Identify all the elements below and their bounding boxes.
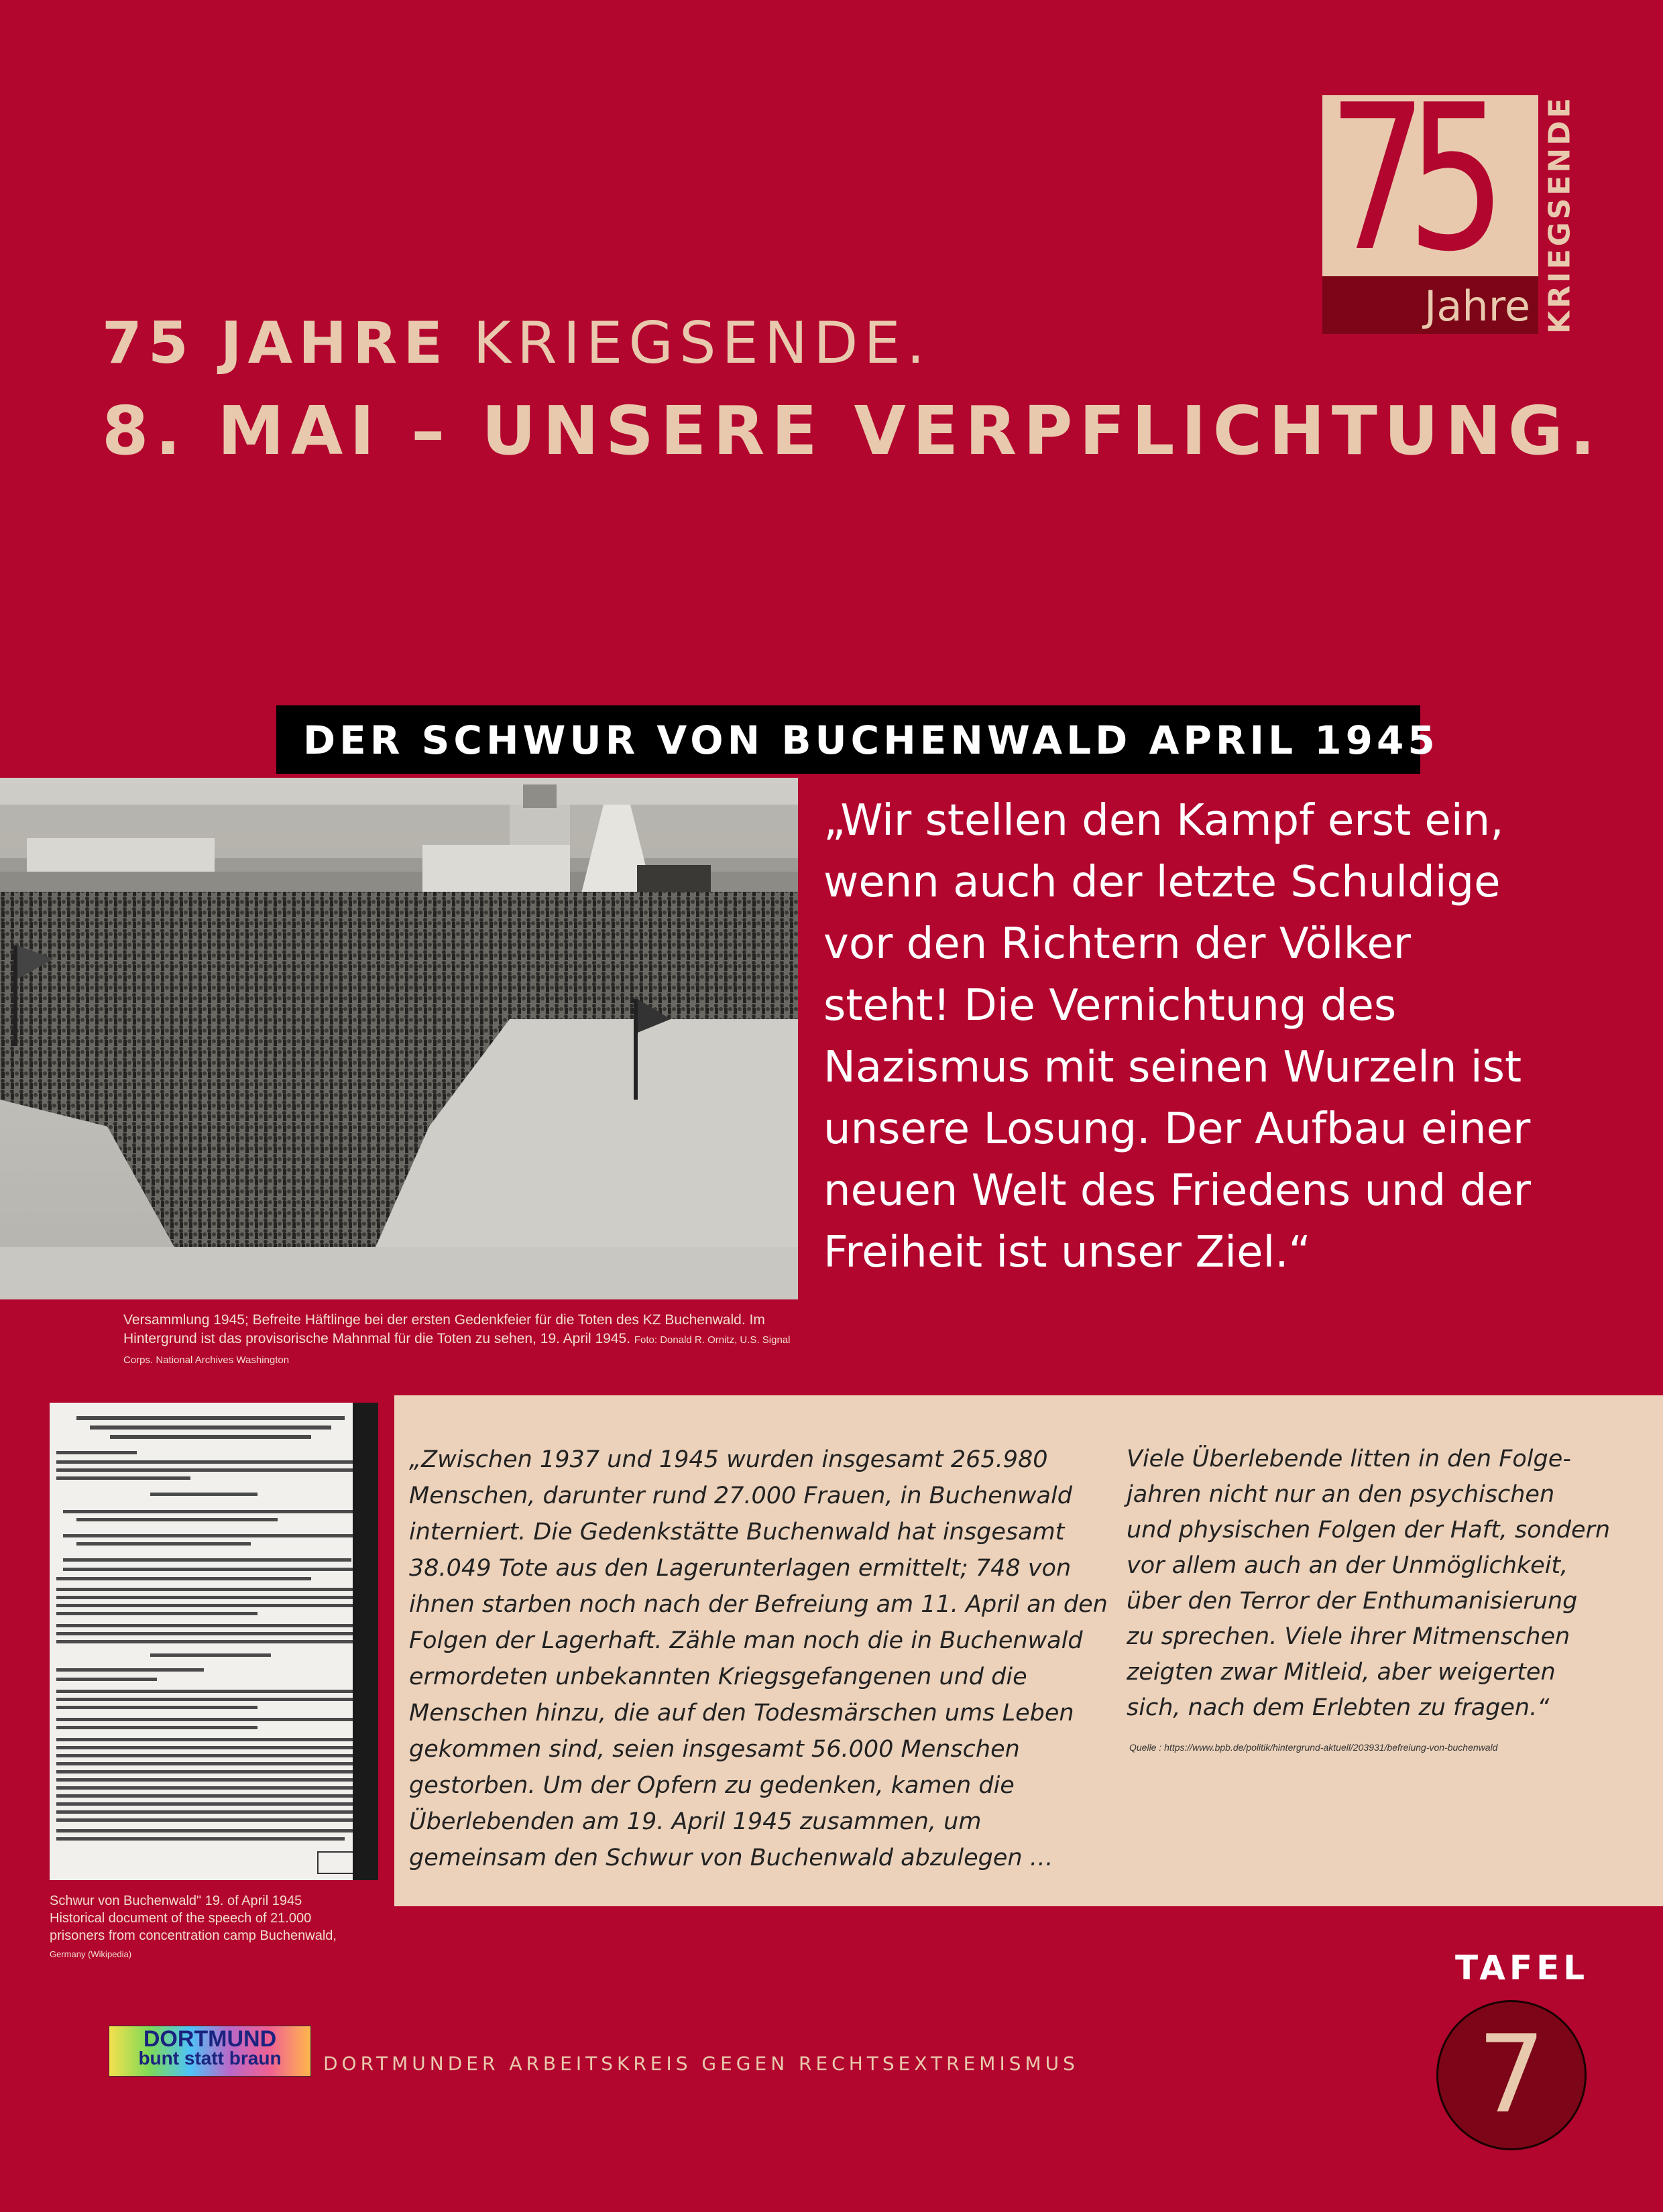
tafel-number-badge: [1436, 2000, 1587, 2150]
historic-photo-illustration: [0, 778, 798, 1299]
panel-left-line: gestorben. Um der Opfern zu gedenken, kamen die: [409, 1772, 1015, 1799]
panel-right-line: sich, nach dem Erlebten zu fragen.“: [1127, 1694, 1550, 1721]
footer-logo-line-1: DORTMUND: [143, 2026, 277, 2052]
source-citation: Quelle : https://www.bpb.de/politik/hintergrund-aktuell/203931/befreiung-von-buchenwald: [1129, 1742, 1498, 1753]
panel-left-line: Menschen, darunter rund 27.000 Frauen, in Buchenwald: [409, 1482, 1072, 1509]
document-typed-lines: [50, 1403, 378, 1880]
panel-left-line: interniert. Die Gedenkstätte Buchenwald hat insgesamt: [409, 1519, 1065, 1546]
historic-photo: [0, 778, 798, 1299]
quote-line: vor den Richtern der Völker: [823, 919, 1412, 969]
historic-document-image: [50, 1403, 378, 1880]
section-heading-bar: [276, 705, 1439, 774]
panel-left-line: gekommen sind, seien insgesamt 56.000 Menschen: [409, 1736, 1020, 1763]
panel-text-right: [1127, 1442, 1650, 1726]
logo-vertical-box: [1538, 95, 1581, 334]
panel-left-line: ihnen starben noch nach der Befreiung am 11. April an den: [409, 1591, 1108, 1618]
panel-right-line: zeigten zwar Mitleid, aber weigerten: [1127, 1659, 1556, 1686]
title-line-2: 8. MAI – UNSERE VERPFLICHTUNG.: [102, 392, 1602, 470]
panel-left-line: Überlebenden am 19. April 1945 zusammen, um: [409, 1808, 982, 1835]
document-caption-credit: Germany (Wikipedia): [50, 1949, 132, 1959]
panel-right-line: und physischen Folgen der Haft, sondern: [1127, 1517, 1611, 1544]
photo-caption: [123, 1311, 807, 1370]
logo-number-box: [1322, 95, 1538, 276]
title-line-1-light: KRIEGSENDE.: [449, 310, 931, 377]
dortmund-bunt-statt-braun-logo: [109, 2026, 311, 2077]
document-edge: [353, 1403, 378, 1880]
logo-jahre: Jahre: [1424, 282, 1530, 331]
panel-left-line: ermordeten unbekannten Kriegsgefangenen und die: [409, 1664, 1027, 1690]
title-line-1: [102, 310, 931, 377]
panel-right-line: über den Terror der Enthumanisierung: [1127, 1588, 1578, 1615]
document-caption-text: Schwur von Buchenwald" 19. of April 1945 Historical document of the speech of 21.000 prisoners from concentration camp Buchenwald,: [50, 1894, 337, 1943]
quote-line: neuen Welt des Friedens und der: [823, 1166, 1531, 1216]
panel-left-line: „Zwischen 1937 und 1945 wurden insgesamt 265.980: [409, 1446, 1048, 1473]
footer-logo-line-2: bunt statt braun: [138, 2048, 282, 2069]
quote-line: Freiheit ist unser Ziel.“: [823, 1228, 1311, 1277]
logo-number: 75: [1328, 95, 1486, 276]
panel-left-line: Menschen hinzu, die auf den Todesmärschen ums Leben: [409, 1700, 1074, 1727]
panel-text-left: [409, 1442, 1106, 1876]
panel-right-line: zu sprechen. Viele ihrer Mitmenschen: [1127, 1623, 1570, 1650]
photo-caption-text: Versammlung 1945; Befreite Häftlinge bei der ersten Gedenkfeier für die Toten des KZ Buchenwald. Im Hintergrund ist das provisorische Mahnmal für die Toten zu sehen, 19. April 1945.: [123, 1312, 765, 1346]
panel-left-line: Folgen der Lagerhaft. Zähle man noch die in Buchenwald: [409, 1627, 1083, 1654]
oath-quote: [823, 790, 1581, 1283]
document-caption: [50, 1892, 345, 1963]
panel-right-line: jahren nicht nur an den psychischen: [1127, 1481, 1555, 1508]
tafel-label: TAFEL: [1455, 1948, 1589, 1987]
footer-organization: DORTMUNDER ARBEITSKREIS GEGEN RECHTSEXTREMISMUS: [323, 2052, 1079, 2075]
logo-jahre-box: [1322, 276, 1538, 334]
panel-right-line: Viele Überlebende litten in den Folge-: [1127, 1446, 1571, 1472]
photo-caption-credit: Foto: Donald R. Ornitz, U.S. Signal Corps. National Archives Washington: [123, 1334, 791, 1366]
quote-line: steht! Die Vernichtung des: [823, 981, 1397, 1031]
quote-line: unsere Losung. Der Aufbau einer: [823, 1104, 1531, 1154]
quote-line: „Wir stellen den Kampf erst ein,: [823, 796, 1504, 846]
panel-right-line: vor allem auch an der Unmöglichkeit,: [1127, 1552, 1568, 1579]
logo-vertical-text: KRIEGSENDE: [1542, 95, 1576, 334]
quote-line: wenn auch der letzte Schuldige: [823, 858, 1501, 907]
logo-75-jahre-kriegsende: [1322, 95, 1581, 334]
panel-left-line: 38.049 Tote aus den Lagerunterlagen ermittelt; 748 von: [409, 1555, 1072, 1582]
quote-line: Nazismus mit seinen Wurzeln ist: [823, 1043, 1522, 1092]
title-line-1-bold: 75 JAHRE: [102, 310, 449, 377]
tafel-number: 7: [1477, 2012, 1546, 2137]
section-heading: DER SCHWUR VON BUCHENWALD APRIL 1945: [303, 717, 1439, 763]
panel-left-line: gemeinsam den Schwur von Buchenwald abzulegen …: [409, 1845, 1053, 1871]
